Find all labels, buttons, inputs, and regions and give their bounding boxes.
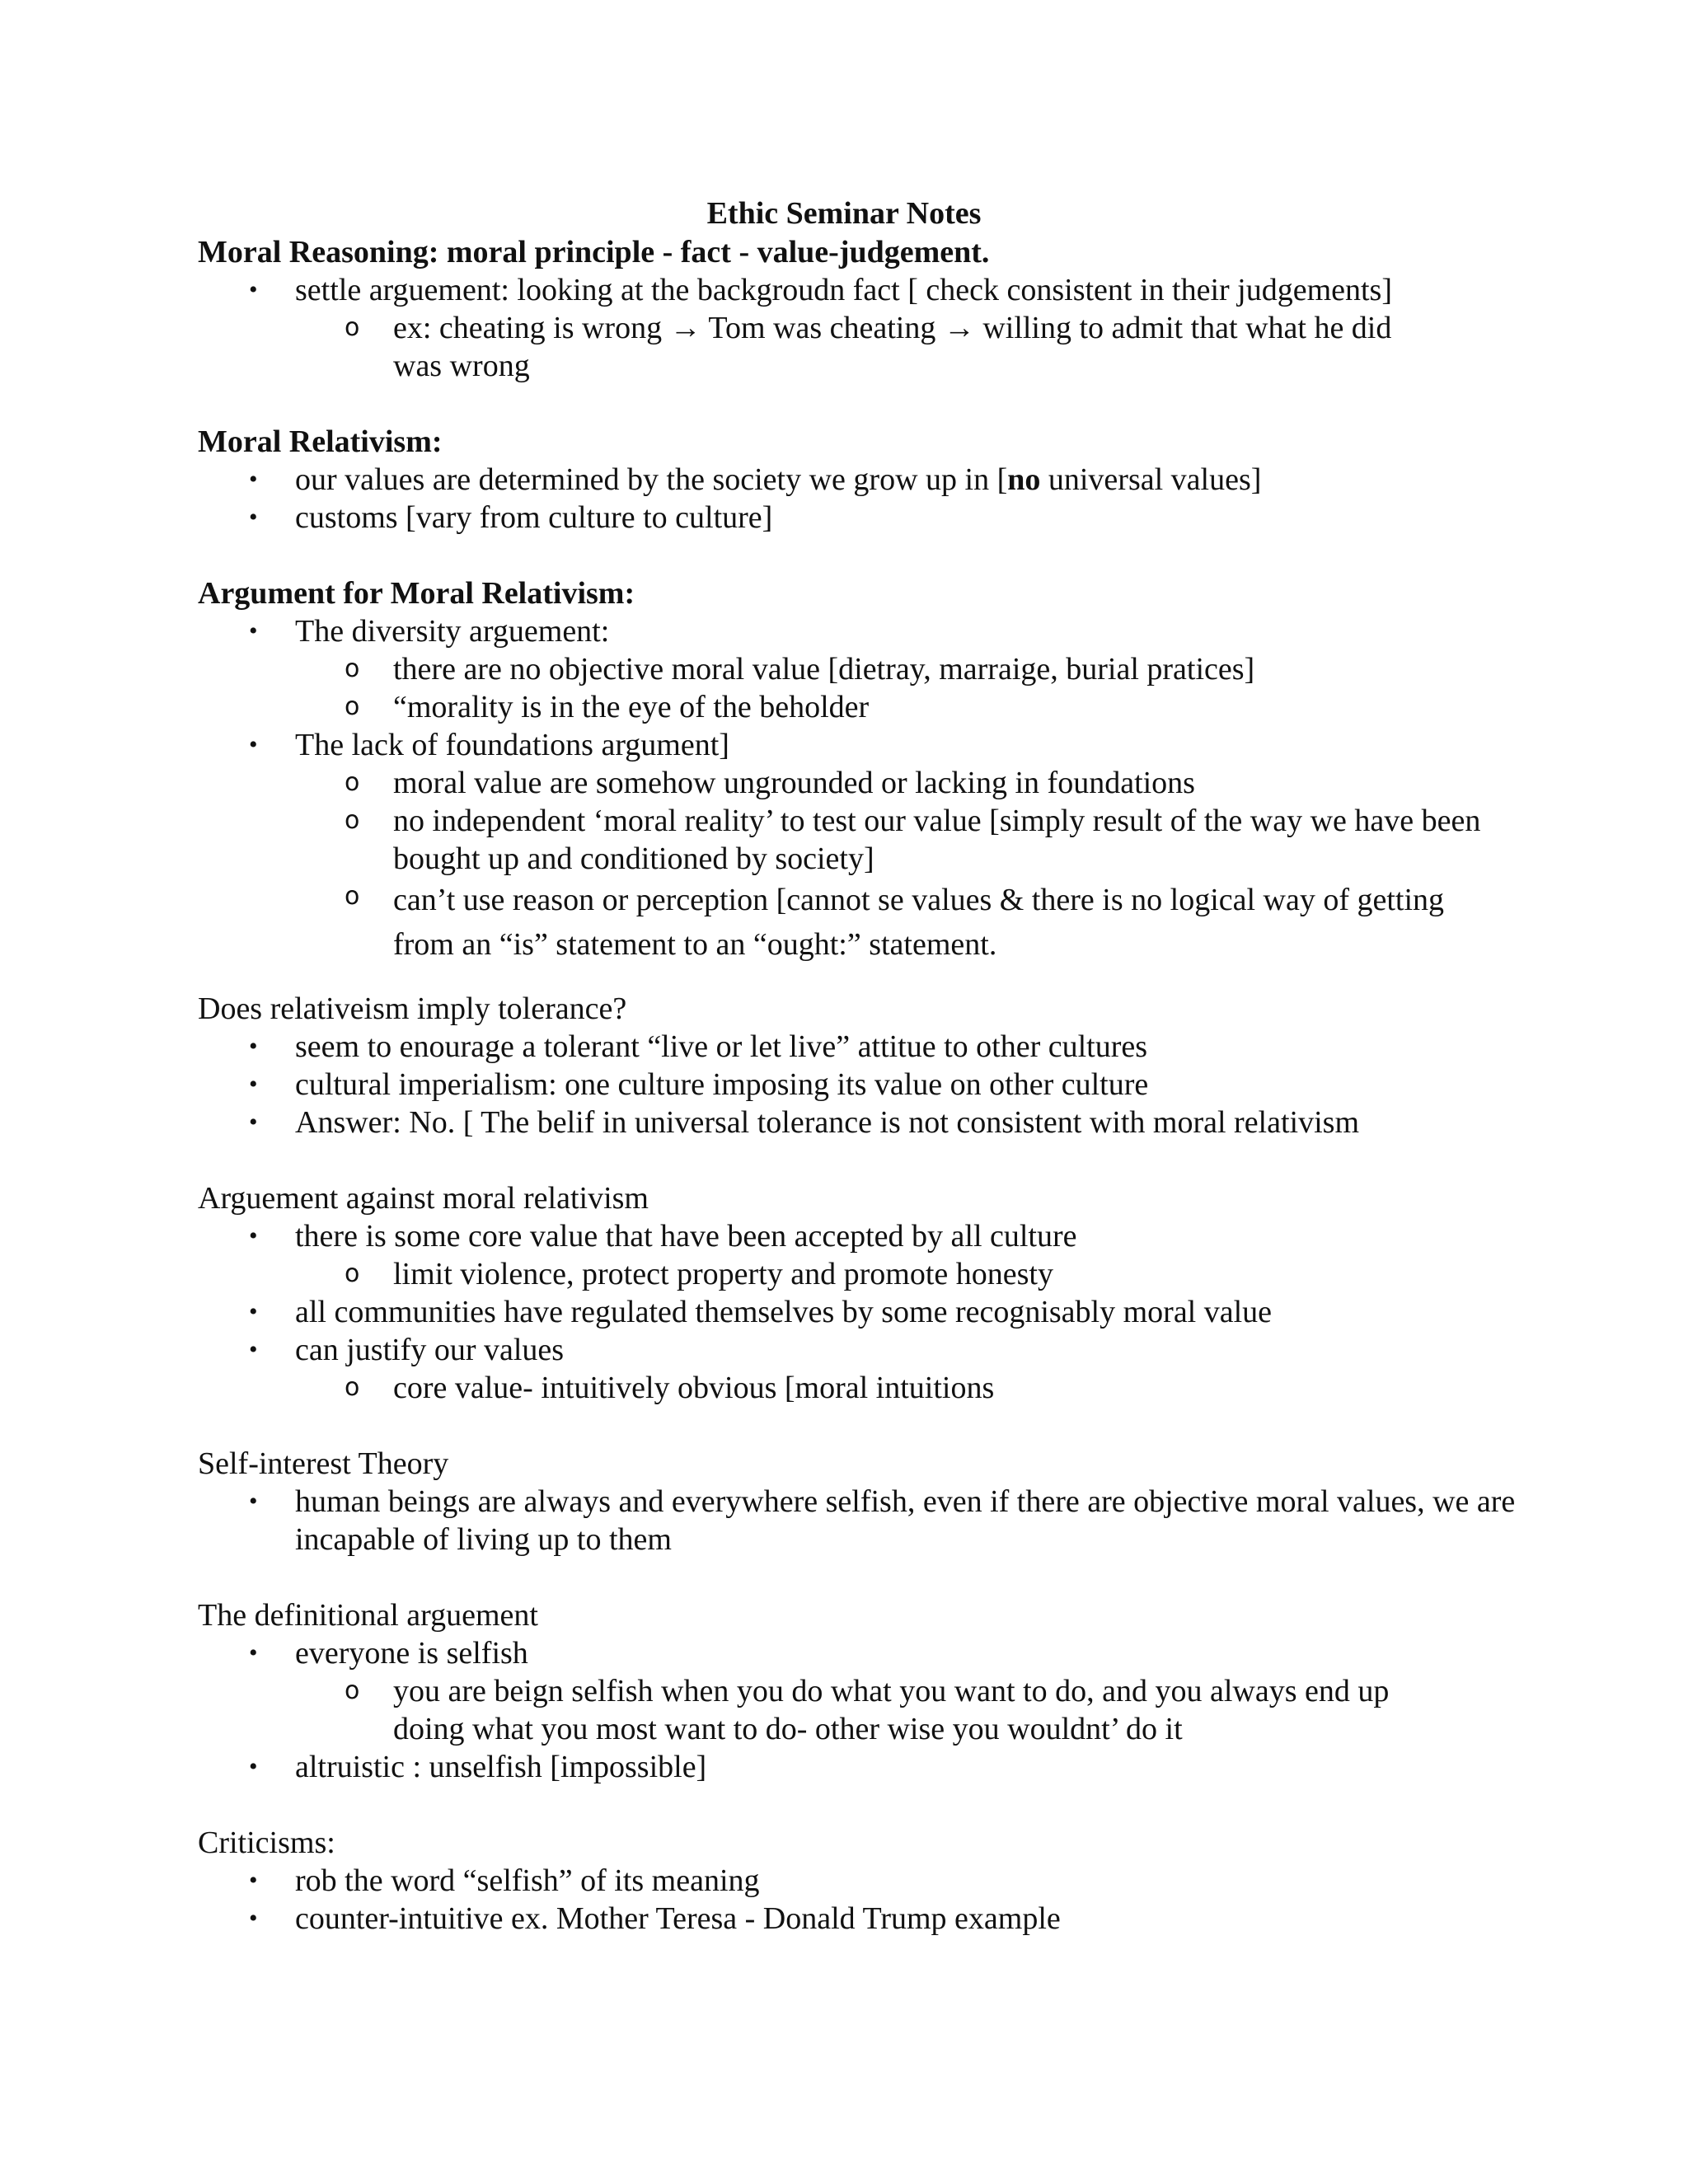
sub-list-item	[198, 878, 1517, 967]
circle-bullet-icon: o	[345, 313, 360, 342]
bullet-icon: •	[249, 1753, 258, 1780]
sub-list-item	[198, 309, 1517, 385]
bullet-icon: •	[249, 1071, 258, 1098]
bullet-icon: •	[249, 1488, 258, 1515]
circle-bullet-icon: o	[345, 1373, 360, 1402]
bullet-icon: •	[249, 504, 258, 531]
bullet-icon: •	[249, 1222, 258, 1249]
sub-list	[198, 764, 1517, 967]
section-argument-for	[198, 574, 1517, 967]
sub-list	[198, 309, 1517, 385]
section-heading: Moral Reasoning: moral principle - fact - value-judgement.	[198, 235, 990, 269]
sub-list-item	[198, 688, 1517, 726]
list-item-text: can justify our values	[295, 1333, 565, 1367]
sub-item-text: “morality is in the eye of the beholder	[393, 690, 870, 724]
bullet-list	[198, 1217, 1517, 1407]
list-item	[198, 726, 1517, 967]
bullet-list	[198, 1862, 1517, 1938]
section-heading: Moral Relativism:	[198, 424, 443, 459]
bullet-icon: •	[249, 276, 258, 303]
section-moral-relativism	[198, 423, 1517, 537]
bullet-icon: •	[249, 466, 258, 493]
sub-item-text: no independent ‘moral reality’ to test our value [simply result of the way we have been bought up and conditioned by society]	[393, 804, 1481, 876]
list-item	[198, 271, 1517, 385]
list-item-text: counter-intuitive ex. Mother Teresa - Donald Trump example	[295, 1901, 1061, 1936]
section-heading: Argument for Moral Relativism:	[198, 576, 635, 611]
sub-item-text: ex: cheating is wrong → Tom was cheating → willing to admit that what he did was wrong	[393, 311, 1392, 383]
bullet-icon: •	[249, 1033, 258, 1060]
sub-list-item	[198, 764, 1517, 802]
bullet-list	[198, 1028, 1517, 1141]
list-item	[198, 1483, 1517, 1558]
sub-list-item	[198, 1672, 1517, 1748]
list-item-text: all communities have regulated themselves by some recognisably moral value	[295, 1295, 1273, 1329]
bullet-icon: •	[249, 731, 258, 758]
list-item-text: customs [vary from culture to culture]	[295, 500, 773, 535]
sub-item-text: there are no objective moral value [dietray, marraige, burial pratices]	[393, 652, 1255, 687]
list-item	[198, 1217, 1517, 1293]
section-tolerance	[198, 990, 1517, 1141]
list-item	[198, 1748, 1517, 1786]
bullet-list	[198, 1483, 1517, 1558]
list-item-text: everyone is selfish	[295, 1636, 528, 1671]
section-moral-reasoning	[198, 233, 1517, 385]
list-item	[198, 1104, 1517, 1141]
section-heading: Self-interest Theory	[198, 1446, 449, 1481]
list-item	[198, 499, 1517, 537]
bullet-icon: •	[249, 1867, 258, 1894]
bullet-icon: •	[249, 1336, 258, 1363]
list-item-text: our values are determined by the society we grow up in [no universal values]	[295, 462, 1262, 497]
section-heading: Criticisms:	[198, 1825, 335, 1860]
circle-bullet-icon: o	[345, 882, 360, 911]
bullet-icon: •	[249, 1639, 258, 1666]
list-item-text: rob the word “selfish” of its meaning	[295, 1863, 760, 1898]
bullet-icon: •	[249, 617, 258, 644]
sub-list-item	[198, 802, 1517, 878]
sub-list	[198, 1255, 1517, 1293]
sub-list-item	[198, 1255, 1517, 1293]
bullet-list	[198, 612, 1517, 967]
bullet-list	[198, 1634, 1517, 1786]
sub-list	[198, 650, 1517, 726]
list-item	[198, 1293, 1517, 1331]
section-criticisms	[198, 1824, 1517, 1938]
list-item-text: The diversity arguement:	[295, 614, 610, 649]
section-definitional	[198, 1596, 1517, 1786]
sub-list	[198, 1672, 1517, 1748]
list-item	[198, 1331, 1517, 1407]
list-item-text: human beings are always and everywhere selfish, even if there are objective moral values, we are incapable of living up to them	[295, 1484, 1516, 1557]
list-item-text: altruistic : unselfish [impossible]	[295, 1750, 707, 1784]
sub-list	[198, 1369, 1517, 1407]
list-item	[198, 1862, 1517, 1900]
list-item	[198, 1634, 1517, 1748]
page-title: Ethic Seminar Notes	[706, 196, 982, 231]
section-heading: The definitional arguement	[198, 1598, 538, 1633]
sub-item-text: moral value are somehow ungrounded or lacking in foundations	[393, 766, 1195, 800]
section-argument-against	[198, 1179, 1517, 1407]
bullet-icon: •	[249, 1108, 258, 1136]
bullet-list	[198, 271, 1517, 385]
list-item-text: seem to enourage a tolerant “live or let live” attitue to other cultures	[295, 1029, 1148, 1064]
sub-list-item	[198, 650, 1517, 688]
circle-bullet-icon: o	[345, 806, 360, 835]
sub-item-text: you are beign selfish when you do what you want to do, and you always end up doing what you most want to do- other wise you wouldnt’ do it	[393, 1674, 1390, 1746]
circle-bullet-icon: o	[345, 1259, 360, 1288]
list-item-text: settle arguement: looking at the backgroudn fact [ check consistent in their judgements]	[295, 273, 1393, 307]
section-heading: Does relativeism imply tolerance?	[198, 991, 627, 1026]
bullet-list	[198, 461, 1517, 537]
list-item-text: cultural imperialism: one culture imposing its value on other culture	[295, 1067, 1149, 1102]
circle-bullet-icon: o	[345, 1676, 360, 1705]
list-item	[198, 1066, 1517, 1104]
list-item	[198, 1900, 1517, 1938]
circle-bullet-icon: o	[345, 768, 360, 797]
sub-item-text: core value- intuitively obvious [moral intuitions	[393, 1371, 995, 1405]
bullet-icon: •	[249, 1905, 258, 1932]
sub-list-item	[198, 1369, 1517, 1407]
bullet-icon: •	[249, 1298, 258, 1325]
list-item-text: there is some core value that have been accepted by all culture	[295, 1219, 1077, 1254]
section-self-interest	[198, 1445, 1517, 1558]
circle-bullet-icon: o	[345, 654, 360, 683]
list-item-text: Answer: No. [ The belif in universal tolerance is not consistent with moral relativism	[295, 1105, 1359, 1140]
sub-item-text: can’t use reason or perception [cannot se values & there is no logical way of getting from an “is” statement to an “ought:” statement.	[393, 883, 1445, 962]
circle-bullet-icon: o	[345, 692, 360, 721]
list-item	[198, 1028, 1517, 1066]
list-item	[198, 461, 1517, 499]
section-heading: Arguement against moral relativism	[198, 1181, 649, 1216]
sub-item-text: limit violence, protect property and promote honesty	[393, 1257, 1053, 1291]
list-item	[198, 612, 1517, 726]
list-item-text: The lack of foundations argument]	[295, 728, 729, 762]
